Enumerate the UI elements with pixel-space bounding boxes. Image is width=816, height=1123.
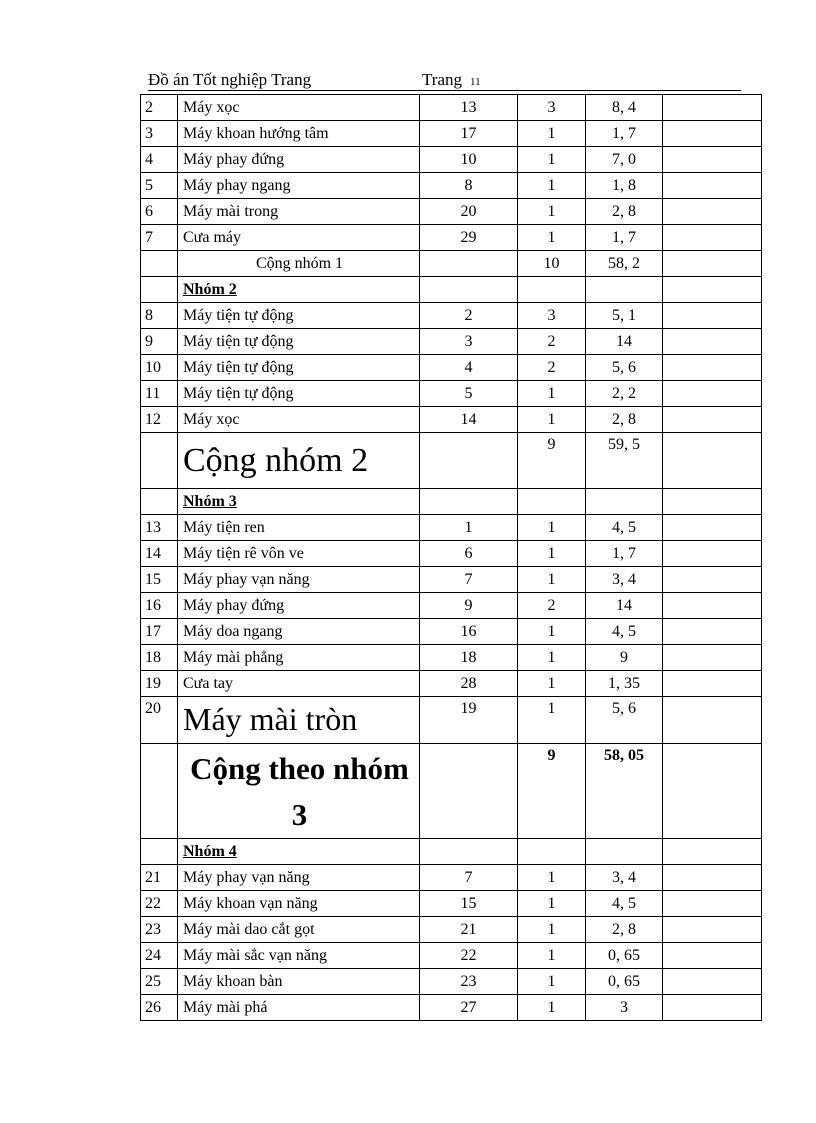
subtotal-label: Cộng theo nhóm 3 [190, 751, 409, 832]
machine-name-cell: Máy khoan hướng tâm [178, 121, 420, 147]
machine-name-cell [178, 744, 420, 839]
machine-code-cell: 13 [420, 95, 518, 121]
row-number-cell: 2 [141, 95, 178, 121]
machine-name-cell: Cưa tay [178, 671, 420, 697]
machine-name-cell: Nhóm 4 [178, 839, 420, 865]
table-row [141, 433, 762, 489]
quantity-cell: 1 [518, 943, 586, 969]
table-row [141, 619, 762, 645]
power-cell: 58, 05 [586, 744, 663, 839]
quantity-cell: 1 [518, 995, 586, 1021]
quantity-cell: 1 [518, 865, 586, 891]
machine-name-cell: Máy phay vạn năng [178, 567, 420, 593]
machine-name-cell: Máy phay đứng [178, 593, 420, 619]
machine-code-cell: 27 [420, 995, 518, 1021]
extra-cell [663, 225, 762, 251]
page-header [148, 70, 741, 91]
row-number-cell [141, 839, 178, 865]
extra-cell [663, 917, 762, 943]
document-title: Đồ án Tốt nghiệp Trang [148, 70, 312, 89]
row-number-cell: 25 [141, 969, 178, 995]
extra-cell [663, 381, 762, 407]
machine-code-cell: 7 [420, 567, 518, 593]
table-row [141, 593, 762, 619]
row-number-cell: 10 [141, 355, 178, 381]
machine-name-cell: Máy phay vạn năng [178, 865, 420, 891]
quantity-cell: 9 [518, 433, 586, 489]
power-cell: 3, 4 [586, 567, 663, 593]
row-number-cell [141, 251, 178, 277]
quantity-cell: 1 [518, 619, 586, 645]
machine-code-cell: 6 [420, 541, 518, 567]
table-row [141, 489, 762, 515]
extra-cell [663, 943, 762, 969]
machine-code-cell: 19 [420, 697, 518, 744]
extra-cell [663, 541, 762, 567]
machine-name-cell [178, 697, 420, 744]
row-number-cell: 26 [141, 995, 178, 1021]
extra-cell [663, 329, 762, 355]
row-number-cell: 16 [141, 593, 178, 619]
machine-name-cell: Cưa máy [178, 225, 420, 251]
subtotal-label: Cộng nhóm 2 [183, 441, 369, 479]
power-cell [586, 277, 663, 303]
extra-cell [663, 593, 762, 619]
quantity-cell [518, 839, 586, 865]
row-number-cell: 5 [141, 173, 178, 199]
extra-cell [663, 995, 762, 1021]
machine-code-cell: 3 [420, 329, 518, 355]
table-row [141, 381, 762, 407]
quantity-cell: 1 [518, 173, 586, 199]
machine-name-cell: Máy mài phá [178, 995, 420, 1021]
extra-cell [663, 671, 762, 697]
row-number-cell: 14 [141, 541, 178, 567]
machine-name-cell: Máy mài sắc vạn năng [178, 943, 420, 969]
machine-code-cell: 20 [420, 199, 518, 225]
quantity-cell: 1 [518, 697, 586, 744]
power-cell: 4, 5 [586, 619, 663, 645]
machine-code-cell: 5 [420, 381, 518, 407]
table-row [141, 515, 762, 541]
row-number-cell: 12 [141, 407, 178, 433]
extra-cell [663, 433, 762, 489]
machine-code-cell: 21 [420, 917, 518, 943]
row-number-cell: 18 [141, 645, 178, 671]
machine-code-cell: 22 [420, 943, 518, 969]
machine-name-cell: Nhóm 2 [178, 277, 420, 303]
quantity-cell: 1 [518, 969, 586, 995]
table-row [141, 671, 762, 697]
power-cell: 5, 1 [586, 303, 663, 329]
table-row [141, 277, 762, 303]
quantity-cell: 1 [518, 891, 586, 917]
machine-code-cell: 15 [420, 891, 518, 917]
machine-code-cell: 28 [420, 671, 518, 697]
extra-cell [663, 199, 762, 225]
row-number-cell: 6 [141, 199, 178, 225]
extra-cell [663, 839, 762, 865]
row-number-cell: 20 [141, 697, 178, 744]
quantity-cell: 1 [518, 121, 586, 147]
quantity-cell: 2 [518, 355, 586, 381]
extra-cell [663, 645, 762, 671]
table-row [141, 697, 762, 744]
machine-name-cell: Máy tiện tự động [178, 303, 420, 329]
machine-code-cell [420, 251, 518, 277]
table-row [141, 95, 762, 121]
machine-code-cell [420, 433, 518, 489]
power-cell: 1, 7 [586, 541, 663, 567]
quantity-cell: 3 [518, 95, 586, 121]
extra-cell [663, 407, 762, 433]
row-number-cell: 23 [141, 917, 178, 943]
table-row [141, 173, 762, 199]
machine-name-cell: Máy khoan vạn năng [178, 891, 420, 917]
power-cell: 0, 65 [586, 969, 663, 995]
equipment-table-body [141, 95, 762, 1021]
row-number-cell: 11 [141, 381, 178, 407]
row-number-cell: 24 [141, 943, 178, 969]
machine-name-cell: Máy tiện tự động [178, 355, 420, 381]
table-row [141, 541, 762, 567]
row-number-cell: 8 [141, 303, 178, 329]
machine-code-cell [420, 744, 518, 839]
extra-cell [663, 619, 762, 645]
table-row [141, 199, 762, 225]
machine-name-label: Máy mài tròn [183, 701, 358, 737]
row-number-cell: 19 [141, 671, 178, 697]
machine-name-cell: Máy tiện rê vôn ve [178, 541, 420, 567]
extra-cell [663, 489, 762, 515]
quantity-cell [518, 489, 586, 515]
machine-code-cell: 2 [420, 303, 518, 329]
quantity-cell: 1 [518, 147, 586, 173]
machine-code-cell: 17 [420, 121, 518, 147]
table-row [141, 567, 762, 593]
row-number-cell: 4 [141, 147, 178, 173]
table-row [141, 917, 762, 943]
machine-code-cell: 4 [420, 355, 518, 381]
extra-cell [663, 95, 762, 121]
page-label: Trang [422, 70, 462, 89]
machine-name-cell [178, 433, 420, 489]
machine-name-cell: Máy mài trong [178, 199, 420, 225]
row-number-cell: 13 [141, 515, 178, 541]
machine-code-cell: 23 [420, 969, 518, 995]
extra-cell [663, 697, 762, 744]
machine-name-cell: Máy mài phẳng [178, 645, 420, 671]
power-cell: 2, 8 [586, 917, 663, 943]
machine-name-cell: Máy khoan bàn [178, 969, 420, 995]
machine-code-cell: 8 [420, 173, 518, 199]
machine-name-cell: Máy tiện tự động [178, 329, 420, 355]
row-number-cell: 15 [141, 567, 178, 593]
machine-code-cell [420, 489, 518, 515]
table-row [141, 645, 762, 671]
table-row [141, 839, 762, 865]
row-number-cell [141, 277, 178, 303]
extra-cell [663, 567, 762, 593]
quantity-cell: 1 [518, 645, 586, 671]
row-number-cell [141, 489, 178, 515]
quantity-cell: 3 [518, 303, 586, 329]
page-number: 11 [470, 76, 481, 88]
quantity-cell: 1 [518, 515, 586, 541]
power-cell: 3, 4 [586, 865, 663, 891]
machine-code-cell [420, 277, 518, 303]
extra-cell [663, 251, 762, 277]
quantity-cell: 9 [518, 744, 586, 839]
quantity-cell: 2 [518, 329, 586, 355]
machine-code-cell: 14 [420, 407, 518, 433]
extra-cell [663, 303, 762, 329]
table-row [141, 744, 762, 839]
row-number-cell: 22 [141, 891, 178, 917]
machine-code-cell: 7 [420, 865, 518, 891]
equipment-table [140, 94, 762, 1021]
extra-cell [663, 865, 762, 891]
power-cell: 1, 8 [586, 173, 663, 199]
machine-name-cell: Máy tiện ren [178, 515, 420, 541]
power-cell: 8, 4 [586, 95, 663, 121]
power-cell: 59, 5 [586, 433, 663, 489]
row-number-cell: 9 [141, 329, 178, 355]
machine-code-cell: 29 [420, 225, 518, 251]
machine-code-cell: 16 [420, 619, 518, 645]
row-number-cell: 17 [141, 619, 178, 645]
table-row [141, 303, 762, 329]
quantity-cell: 1 [518, 199, 586, 225]
machine-name-cell: Máy phay đứng [178, 147, 420, 173]
power-cell: 0, 65 [586, 943, 663, 969]
power-cell: 1, 7 [586, 121, 663, 147]
quantity-cell: 1 [518, 541, 586, 567]
power-cell: 14 [586, 329, 663, 355]
row-number-cell: 3 [141, 121, 178, 147]
power-cell: 58, 2 [586, 251, 663, 277]
power-cell: 4, 5 [586, 515, 663, 541]
power-cell: 5, 6 [586, 697, 663, 744]
machine-name-cell: Máy doa ngang [178, 619, 420, 645]
power-cell: 5, 6 [586, 355, 663, 381]
machine-name-cell: Cộng nhóm 1 [178, 251, 420, 277]
table-row [141, 355, 762, 381]
extra-cell [663, 277, 762, 303]
quantity-cell: 1 [518, 225, 586, 251]
power-cell: 2, 8 [586, 407, 663, 433]
quantity-cell [518, 277, 586, 303]
table-row [141, 943, 762, 969]
extra-cell [663, 147, 762, 173]
extra-cell [663, 121, 762, 147]
quantity-cell: 1 [518, 407, 586, 433]
extra-cell [663, 515, 762, 541]
extra-cell [663, 355, 762, 381]
row-number-cell [141, 744, 178, 839]
machine-code-cell: 9 [420, 593, 518, 619]
table-row [141, 121, 762, 147]
power-cell [586, 489, 663, 515]
machine-code-cell [420, 839, 518, 865]
power-cell: 3 [586, 995, 663, 1021]
extra-cell [663, 173, 762, 199]
machine-name-cell: Máy tiện tự động [178, 381, 420, 407]
machine-name-cell: Nhóm 3 [178, 489, 420, 515]
table-row [141, 865, 762, 891]
row-number-cell [141, 433, 178, 489]
power-cell: 2, 2 [586, 381, 663, 407]
power-cell: 4, 5 [586, 891, 663, 917]
machine-code-cell: 1 [420, 515, 518, 541]
power-cell [586, 839, 663, 865]
power-cell: 1, 35 [586, 671, 663, 697]
quantity-cell: 1 [518, 381, 586, 407]
table-row [141, 969, 762, 995]
quantity-cell: 1 [518, 567, 586, 593]
extra-cell [663, 744, 762, 839]
table-row [141, 329, 762, 355]
row-number-cell: 21 [141, 865, 178, 891]
extra-cell [663, 969, 762, 995]
machine-code-cell: 18 [420, 645, 518, 671]
power-cell: 1, 7 [586, 225, 663, 251]
table-row [141, 995, 762, 1021]
extra-cell [663, 891, 762, 917]
table-row [141, 251, 762, 277]
quantity-cell: 2 [518, 593, 586, 619]
power-cell: 9 [586, 645, 663, 671]
table-row [141, 147, 762, 173]
machine-name-cell: Máy mài dao cắt gọt [178, 917, 420, 943]
machine-name-cell: Máy xọc [178, 407, 420, 433]
table-row [141, 891, 762, 917]
machine-name-cell: Máy xọc [178, 95, 420, 121]
quantity-cell: 1 [518, 671, 586, 697]
table-row [141, 407, 762, 433]
power-cell: 2, 8 [586, 199, 663, 225]
table-row [141, 225, 762, 251]
power-cell: 7, 0 [586, 147, 663, 173]
machine-code-cell: 10 [420, 147, 518, 173]
power-cell: 14 [586, 593, 663, 619]
quantity-cell: 1 [518, 917, 586, 943]
quantity-cell: 10 [518, 251, 586, 277]
row-number-cell: 7 [141, 225, 178, 251]
machine-name-cell: Máy phay ngang [178, 173, 420, 199]
page-indicator [422, 70, 481, 92]
